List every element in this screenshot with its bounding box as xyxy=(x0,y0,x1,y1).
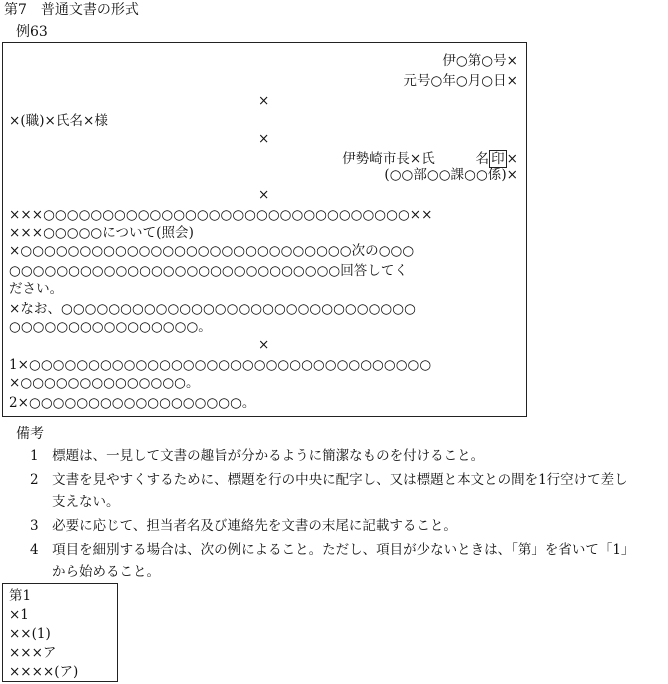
section-title: 第7 普通文書の形式 xyxy=(4,2,139,18)
document-example-box xyxy=(2,42,527,417)
doc-date: 元号○年○月○日× xyxy=(403,73,518,89)
remark-item-1 xyxy=(30,446,484,466)
subject-line-2: ×××○○○○○について(照会) xyxy=(9,225,194,241)
item1-line-1: 1×○○○○○○○○○○○○○○○○○○○○○○○○○○○○○○○○○○ xyxy=(9,357,432,373)
sender-tail: × xyxy=(506,151,518,167)
remarks-title: 備考 xyxy=(16,426,44,442)
blank-line-marker: × xyxy=(258,337,270,353)
remark-number: 3 xyxy=(30,518,39,534)
subject-line-1: ×××○○○○○○○○○○○○○○○○○○○○○○○○○○○○○○○×× xyxy=(9,207,433,223)
hierarchy-example-box xyxy=(2,583,118,682)
remark-item-2-continuation: 支えない。 xyxy=(52,494,120,510)
body2-line-1: ×なお、○○○○○○○○○○○○○○○○○○○○○○○○○○○○○○ xyxy=(9,301,416,317)
remark-text: 項目を細別する場合は、次の例によること。ただし、項目が少ないときは、「第」を省いて「1」 xyxy=(52,542,635,558)
department: (○○部○○課○○係)× xyxy=(384,167,518,183)
remark-item-2 xyxy=(30,470,628,490)
example-label: 例63 xyxy=(16,24,48,40)
remark-item-3 xyxy=(30,516,457,536)
remark-text: 必要に応じて、担当者名及び連絡先を文書の末尾に記載すること。 xyxy=(52,518,457,534)
item2: 2×○○○○○○○○○○○○○○○○○○。 xyxy=(9,395,256,411)
hierarchy-level-3: ××(1) xyxy=(9,626,51,642)
remark-number: 2 xyxy=(30,472,39,488)
recipient: ×(職)×氏名×様 xyxy=(9,113,108,129)
seal-stamp: 印 xyxy=(491,151,505,167)
blank-line-marker: × xyxy=(258,93,270,109)
remark-item-4 xyxy=(30,540,634,560)
hierarchy-level-1: 第1 xyxy=(9,588,32,604)
remark-text: 標題は、一見して文書の趣旨が分かるように簡潔なものを付けること。 xyxy=(52,448,485,464)
body1-line-1: ×○○○○○○○○○○○○○○○○○○○○○○○○○○○○次の○○○ xyxy=(9,243,415,259)
remark-number: 1 xyxy=(30,448,39,464)
body2-line-2: ○○○○○○○○○○○○○○○○。 xyxy=(9,319,212,335)
body1-line-2: ○○○○○○○○○○○○○○○○○○○○○○○○○○○○回答してく xyxy=(9,263,408,279)
sender-name: 伊勢崎市長×氏 名 xyxy=(342,151,490,167)
remark-item-4-continuation: から始めること。 xyxy=(52,564,160,580)
blank-line-marker: × xyxy=(258,187,270,203)
doc-number: 伊○第○号× xyxy=(442,53,518,69)
remark-number: 4 xyxy=(30,542,39,558)
remark-text: 文書を見やすくするために、標題を行の中央に配字し、又は標題と本文との間を1行空けて差し xyxy=(52,472,628,488)
hierarchy-level-2: ×1 xyxy=(9,607,29,623)
body1-line-3: ださい。 xyxy=(9,281,64,297)
blank-line-marker: × xyxy=(258,131,270,147)
item1-line-2: ×○○○○○○○○○○○○○○。 xyxy=(9,375,200,391)
hierarchy-level-4: ×××ア xyxy=(9,645,57,661)
hierarchy-level-5: ××××(ア) xyxy=(9,664,79,680)
